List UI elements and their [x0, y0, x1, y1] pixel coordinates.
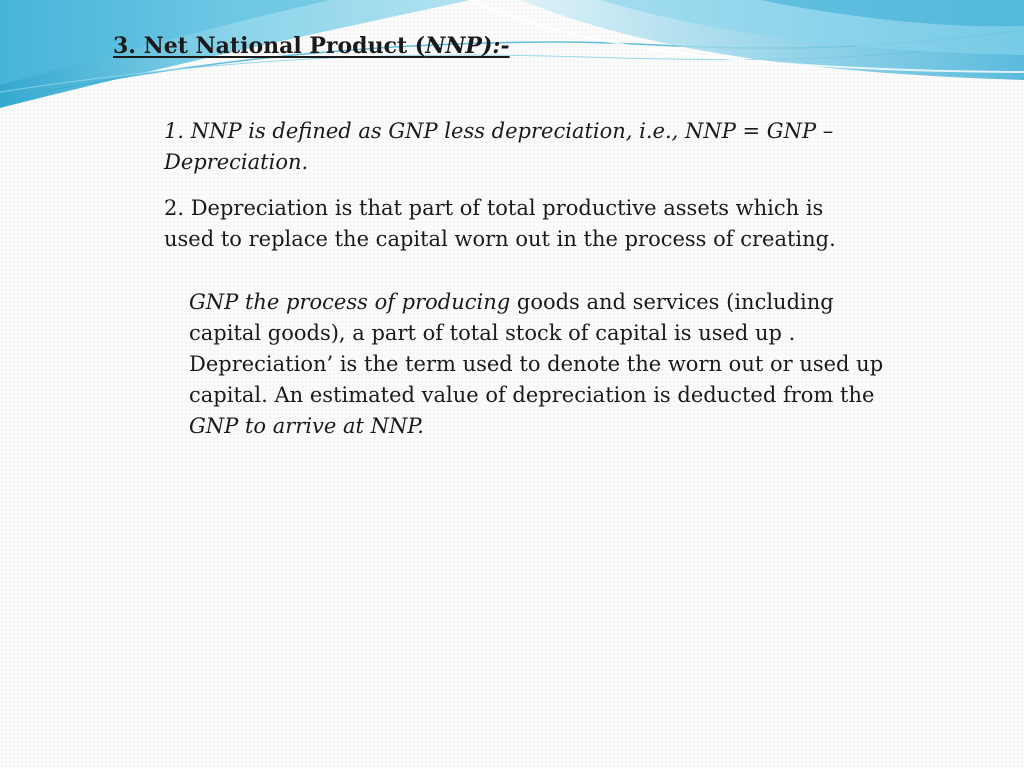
point-2-depreciation: 2. Depreciation is that part of total productive assets which is used to replace the capital worn out in the process of creating. [164, 196, 836, 251]
paragraph-italic-lead: GNP the process of producing [189, 290, 511, 314]
slide-title [113, 31, 510, 61]
explanation-paragraph [189, 287, 909, 442]
title-abbreviation: NNP):- [425, 33, 510, 59]
paragraph-italic-tail: GNP to arrive at NNP. [189, 414, 424, 438]
paragraph-body: goods and services (including capital goods), a part of total stock of capital is used up . Depreciation’ is the term used to denote the worn out or used up capital. An estimated value of depreciation is deducted from the [189, 290, 884, 407]
point-1-definition: 1. NNP is defined as GNP less depreciation, i.e., NNP = GNP – Depreciation. [164, 119, 834, 174]
title-prefix: 3. Net National Product ( [113, 33, 426, 59]
header-swoosh-decoration [0, 0, 1024, 130]
